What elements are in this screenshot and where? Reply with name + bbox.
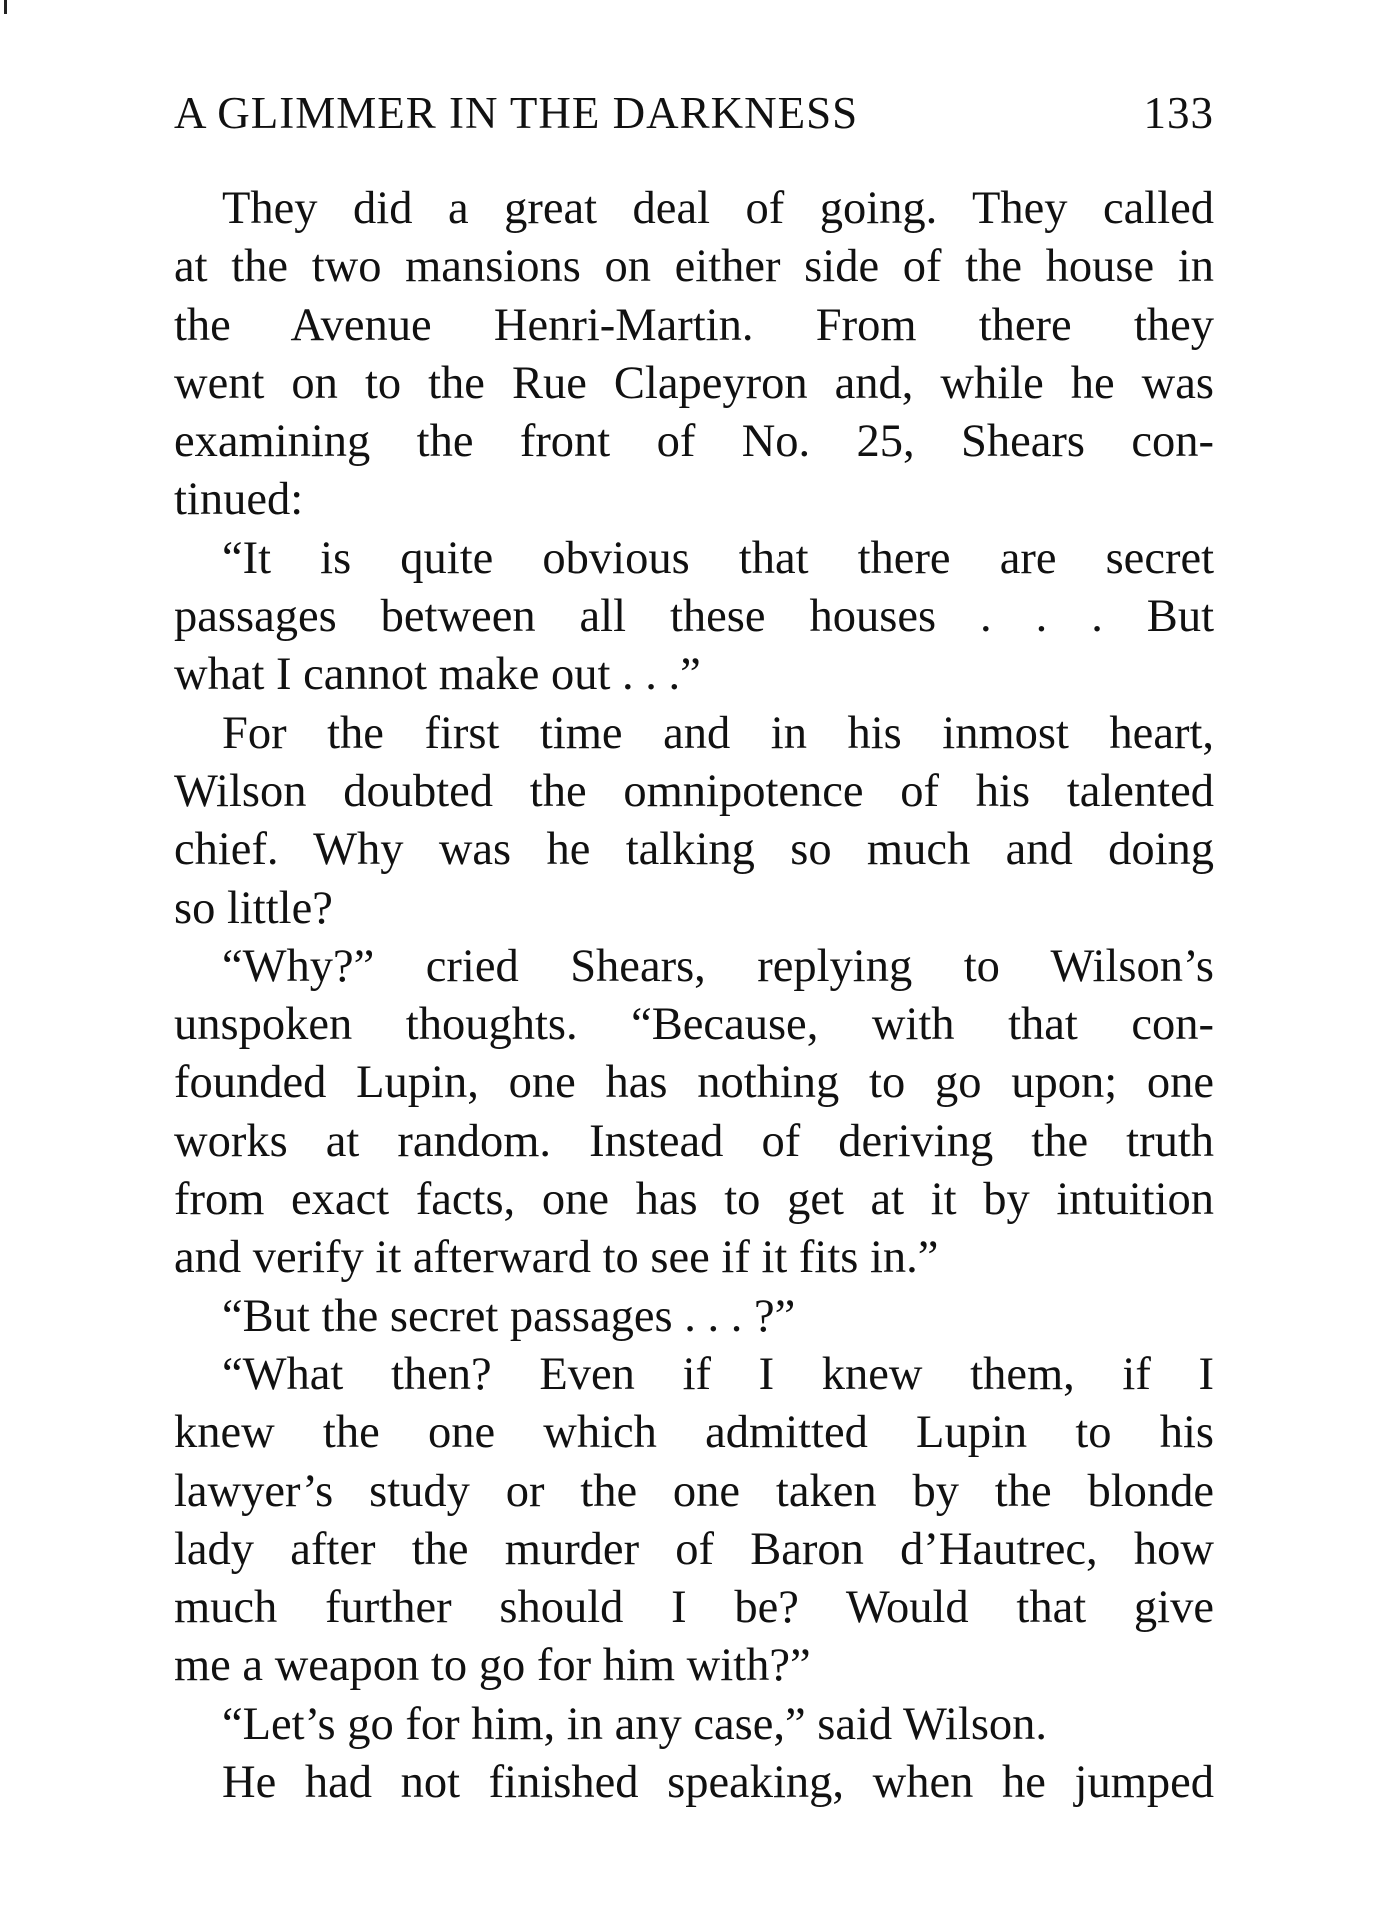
text-line: at the two mansions on either side of the house in [174,241,1214,293]
text-line: chief. Why was he talking so much and doing [174,824,1214,876]
text-line: unspoken thoughts. “Because, with that con- [174,999,1214,1051]
text-line: works at random. Instead of deriving the truth [174,1115,1214,1167]
text-line: knew the one which admitted Lupin to his [174,1407,1214,1459]
text-line: “Why?” cried Shears, replying to Wilson’s [222,940,1214,992]
text-line: lady after the murder of Baron d’Hautrec, how [174,1523,1214,1575]
running-head [174,88,1214,138]
text-line: “It is quite obvious that there are secret [222,532,1214,584]
chapter-title: A GLIMMER IN THE DARKNESS [174,88,859,138]
text-line: so little? [174,882,333,934]
text-line: me a weapon to go for him with?” [174,1640,811,1692]
text-line: They did a great deal of going. They called [222,183,1214,234]
text-line: founded Lupin, one has nothing to go upon; one [174,1057,1214,1109]
text-line: what I cannot make out . . .” [174,649,701,701]
text-line: from exact facts, one has to get at it by intuition [174,1174,1214,1226]
text-line: For the first time and in his inmost heart, [222,707,1214,759]
text-line: the Avenue Henri-Martin. From there they [174,299,1214,351]
text-line: examining the front of No. 25, Shears con- [174,416,1214,468]
text-line: Wilson doubted the omnipotence of his talented [174,765,1214,817]
text-line: and verify it afterward to see if it fits in.” [174,1232,939,1284]
text-line: went on to the Rue Clapeyron and, while he was [174,357,1214,409]
text-line: “Let’s go for him, in any case,” said Wilson. [222,1698,1048,1750]
text-line: “But the secret passages . . . ?” [222,1290,796,1342]
text-line: He had not finished speaking, when he jumped [222,1757,1214,1809]
body-text [174,180,1214,1812]
scan-mark [4,0,7,14]
text-line: tinued: [174,474,304,526]
page-number: 133 [1143,88,1214,138]
text-line: “What then? Even if I knew them, if I [222,1348,1214,1400]
text-line: much further should I be? Would that give [174,1582,1214,1634]
text-line: passages between all these houses . . . But [174,591,1214,643]
text-line: lawyer’s study or the one taken by the blonde [174,1465,1214,1517]
